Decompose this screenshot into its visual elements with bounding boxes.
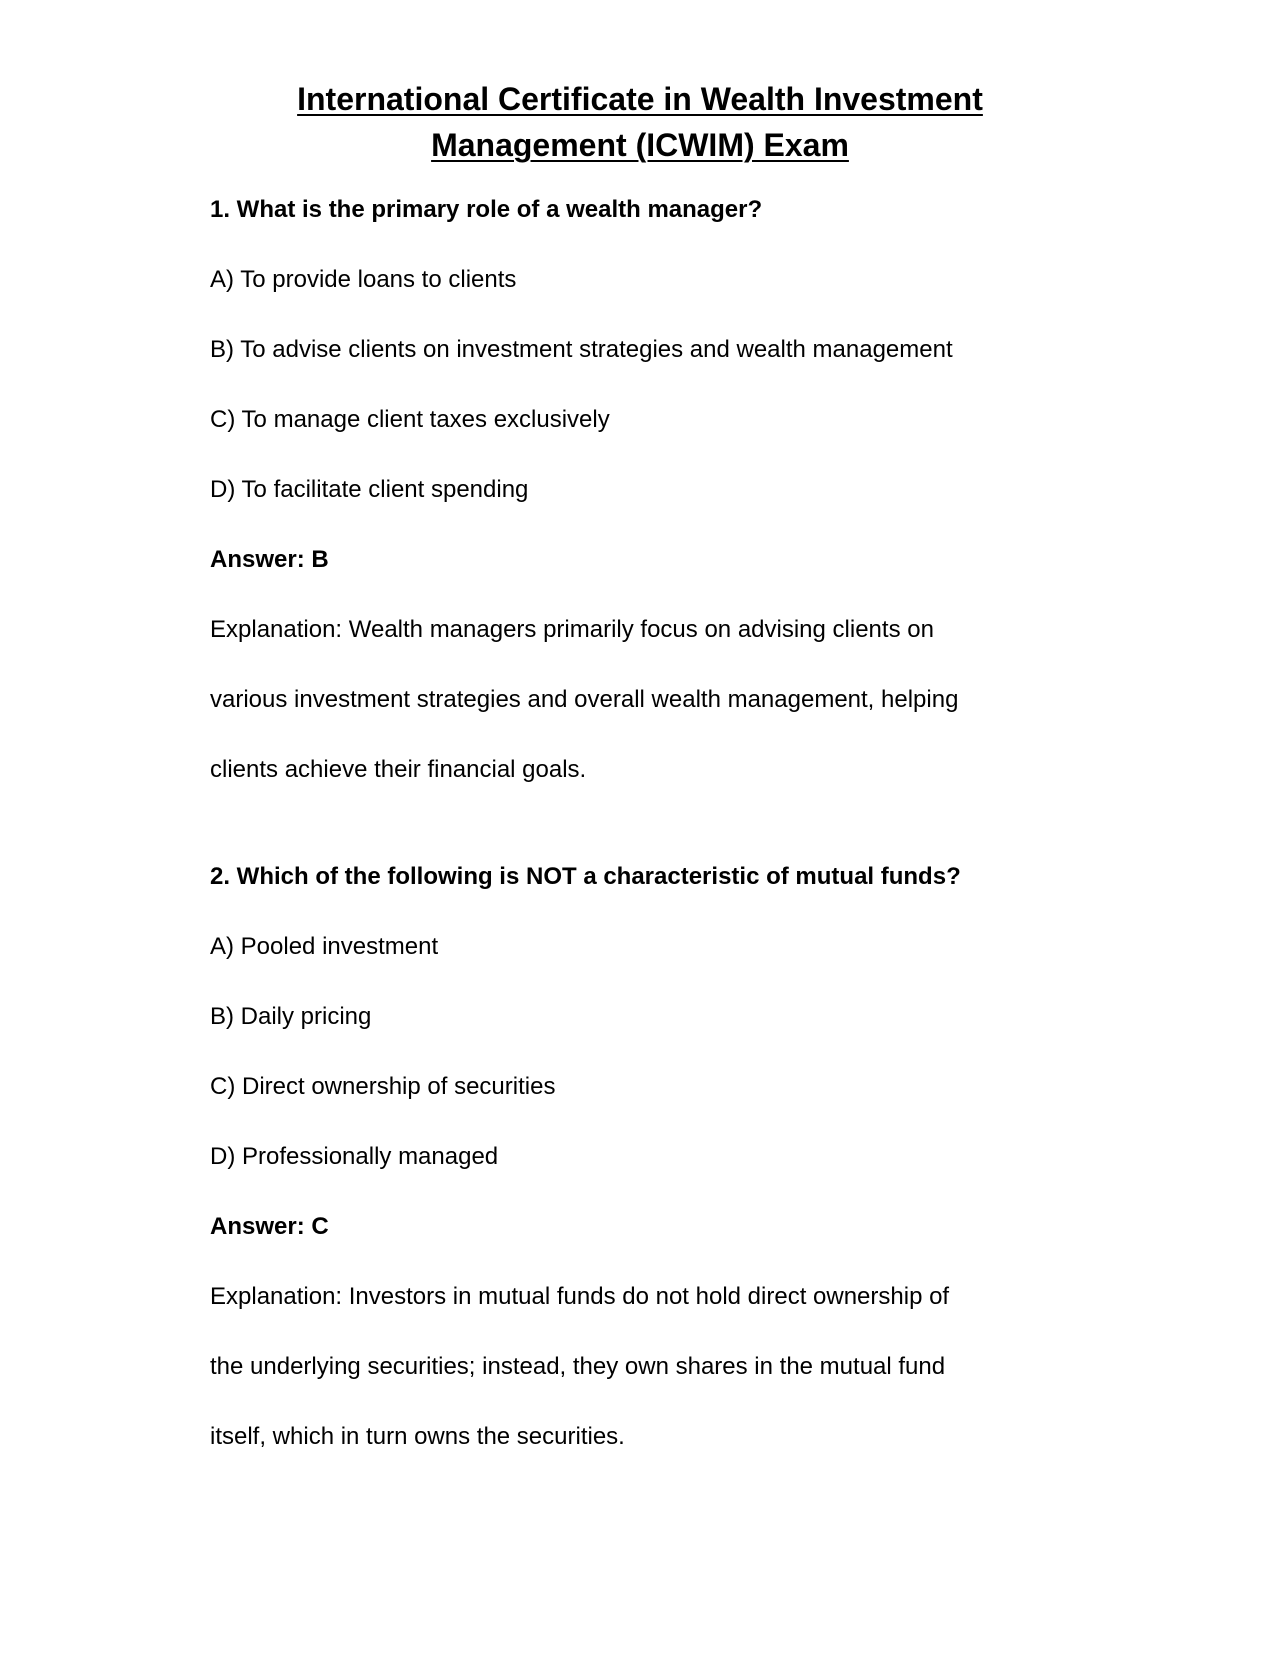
- q2-answer: Answer: C: [210, 1213, 329, 1240]
- q2-option-b: B) Daily pricing: [210, 1003, 372, 1030]
- q1-answer: Answer: B: [210, 546, 329, 573]
- q1-option-d: D) To facilitate client spending: [210, 476, 529, 503]
- q2-option-c: C) Direct ownership of securities: [210, 1073, 556, 1100]
- q2-option-a: A) Pooled investment: [210, 933, 439, 960]
- q1-explanation-line-1: Explanation: Wealth managers primarily focus on advising clients on: [210, 616, 934, 643]
- q2-explanation-line-3: itself, which in turn owns the securities.: [210, 1423, 625, 1450]
- question-1: 1. What is the primary role of a wealth manager?: [210, 196, 763, 223]
- question-2: 2. Which of the following is NOT a characteristic of mutual funds?: [210, 863, 961, 890]
- title-line-2: Management (ICWIM) Exam: [431, 127, 849, 163]
- q1-option-b: B) To advise clients on investment strategies and wealth management: [210, 336, 953, 363]
- q2-option-d: D) Professionally managed: [210, 1143, 499, 1170]
- q2-explanation-line-1: Explanation: Investors in mutual funds do not hold direct ownership of: [210, 1283, 950, 1310]
- q1-explanation-line-3: clients achieve their financial goals.: [210, 756, 587, 783]
- title-line-1: International Certificate in Wealth Investment: [297, 81, 983, 117]
- q2-explanation-line-2: the underlying securities; instead, they own shares in the mutual fund: [210, 1353, 946, 1380]
- document-title: [0, 76, 1280, 168]
- q1-explanation-line-2: various investment strategies and overall wealth management, helping: [210, 686, 959, 713]
- q1-option-c: C) To manage client taxes exclusively: [210, 406, 610, 433]
- q1-option-a: A) To provide loans to clients: [210, 266, 517, 293]
